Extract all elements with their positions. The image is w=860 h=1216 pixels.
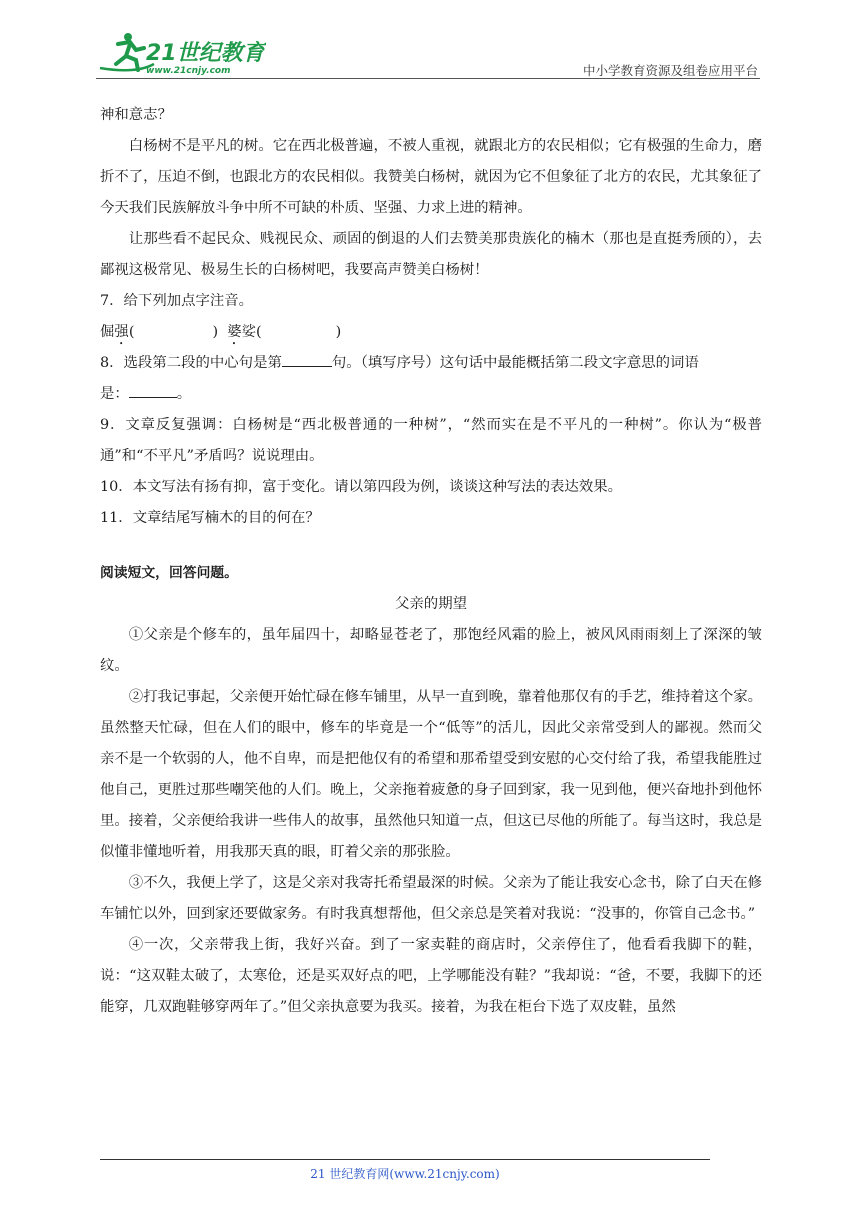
paragraph: 白杨树不是平凡的树。它在西北极普遍，不被人重视，就跟北方的农民相似；它有极强的生命力，磨折不了，压迫不倒，也跟北方的农民相似。我赞美白杨树，就因为它不但象征了北方的农民，尤其象征了今天我们民族解放斗争中所不可缺的朴质、坚强、力求上进的精神。: [100, 138, 762, 216]
question-8-text: 。: [176, 386, 192, 402]
dotted-char: 婆: [227, 324, 242, 340]
question-8: [100, 348, 762, 379]
answer-blank: [282, 352, 332, 367]
paragraph: ①父亲是个修车的，虽年届四十，却略显苍老了，那饱经风霜的脸上，被风风雨雨刻上了深深的皱纹。: [100, 627, 762, 674]
question-11: 11．文章结尾写楠木的目的何在？: [100, 510, 320, 526]
footer-link[interactable]: 21 世纪教育网(www.21cnjy.com): [310, 1167, 500, 1181]
section-heading: 阅读短文，回答问题。: [100, 565, 238, 581]
paren-open: (: [256, 324, 262, 340]
paragraph: ②打我记事起，父亲便开始忙碌在修车铺里，从早一直到晚，靠着他那仅有的手艺，维持着这个家。虽然整天忙碌，但在人们的眼中，修车的毕竟是一个“低等”的活儿，因此父亲常受到人的鄙视。然而父亲不是一个软弱的人，他不自卑，而是把他仅有的希望和那希望受到安慰的心交付给了我，希望我能胜过他自己，更胜过那些嘲笑他的人们。晚上，父亲拖着疲惫的身子回到家，我一见到他，便兴奋地扑到他怀里。接着，父亲便给我讲一些伟人的故事，虽然他只知道一点，但这已尽他的所能了。每当这时，我总是似懂非懂地听着，用我那天真的眼，盯着父亲的那张脸。: [100, 689, 762, 860]
article-title: 父亲的期望: [395, 596, 467, 612]
header-divider: [96, 78, 760, 79]
paren-close: ): [335, 324, 342, 340]
paragraph: 让那些看不起民众、贱视民众、顽固的倒退的人们去赞美那贵族化的楠木（那也是直挺秀颀的），去鄙视这极常见、极易生长的白杨树吧，我要高声赞美白杨树！: [100, 231, 762, 278]
paragraph: ④一次，父亲带我上街，我好兴奋。到了一家卖鞋的商店时，父亲停住了，他看看我脚下的鞋，说：“这双鞋太破了，太寒伧，还是买双好点的吧，上学哪能没有鞋？”我却说：“爸，不要，我脚下的还能穿，几双跑鞋够穿两年了。”但父亲执意要为我买。接着，为我在柜台下选了双皮鞋，虽然: [100, 937, 762, 1015]
answer-blank: [129, 383, 177, 398]
question-9: 9．文章反复强调：白杨树是“西北极普通的一种树”，“然而实在是不平凡的一种树”。你认为“极普通”和“不平凡”矛盾吗？说说理由。: [100, 417, 762, 464]
document-body: [100, 100, 762, 1023]
paragraph: ③不久，我便上学了，这是父亲对我寄托希望最深的时候。父亲为了能让我安心念书，除了白天在修车铺忙以外，回到家还要做家务。有时我真想帮他，但父亲总是笑着对我说：“没事的，你管自己念书。”: [100, 875, 762, 922]
question-8-cont: [100, 379, 762, 410]
question-8-text: 句。（填写序号）这句话中最能概括第二段文字意思的词语: [331, 355, 699, 371]
question-8-text: 8．选段第二段的中心句是第: [100, 355, 282, 371]
text-line: 神和意志？: [100, 107, 172, 123]
footer-divider: [100, 1159, 710, 1160]
word-char: 倔: [100, 324, 115, 340]
platform-name: 中小学教育资源及组卷应用平台: [582, 63, 758, 78]
question-10: 10．本文写法有扬有抑，富于变化。请以第四段为例，谈谈这种写法的表达效果。: [100, 479, 622, 495]
word-char: 娑: [241, 324, 257, 340]
svg-text:21世纪教育: 21世纪教育: [146, 41, 265, 66]
svg-text:www.21cnjy.com: www.21cnjy.com: [146, 66, 231, 76]
page-header: [96, 28, 760, 80]
paren-close: ): [212, 324, 219, 340]
dotted-char: 强: [114, 324, 129, 340]
question-7: 7．给下列加点字注音。: [100, 293, 254, 309]
site-logo: [96, 28, 266, 78]
question-8-text: 是：: [100, 386, 129, 402]
question-7-blanks: [100, 317, 762, 348]
paren-open: (: [128, 324, 135, 340]
